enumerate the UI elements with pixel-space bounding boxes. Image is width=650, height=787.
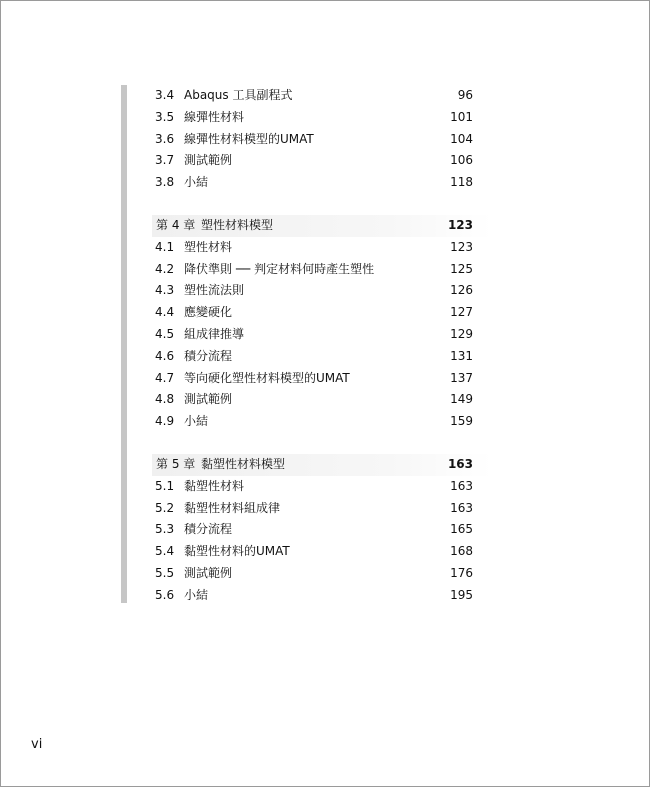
section-number: 5.5 (155, 565, 175, 580)
section-number: 3.4 (155, 88, 175, 102)
section-title: 塑性材料 (184, 239, 233, 254)
section-number: 4.2 (155, 261, 175, 276)
section-number: 3.6 (155, 131, 175, 146)
section-title: 測試範例 (184, 153, 233, 168)
toc-entry-3-7 (152, 150, 492, 172)
section-number: 4.3 (155, 283, 175, 298)
page-number: 163 (450, 478, 473, 493)
section-title: 塑性流法則 (184, 283, 245, 298)
chapter-title: 塑性材料模型 (201, 217, 274, 232)
toc-entry-4-5 (152, 324, 492, 346)
section-title: 小結 (184, 175, 209, 190)
section-title: 降伏準則 ── 判定材料何時產生塑性 (184, 261, 375, 276)
toc-entry-4-9 (152, 411, 492, 433)
section-title: 測試範例 (184, 392, 233, 407)
toc-entry-5-1 (152, 476, 492, 498)
toc-entry-4-2 (152, 259, 492, 281)
section-number: 5.6 (155, 587, 175, 602)
section-title: 應變硬化 (184, 305, 233, 320)
toc-entry-4-3 (152, 280, 492, 302)
side-bar-decoration (121, 85, 127, 603)
toc-entry-5-6 (152, 585, 492, 607)
page-folio: vi (31, 737, 43, 752)
section-number: 4.9 (155, 414, 175, 429)
page-number: 195 (450, 587, 473, 602)
page-number: 127 (450, 305, 473, 320)
section-number: 3.5 (155, 109, 175, 124)
section-number: 5.4 (155, 544, 175, 559)
section-number: 5.3 (155, 522, 175, 537)
section-number: 4.7 (155, 370, 175, 385)
page-number: 137 (450, 370, 473, 385)
toc-entry-4-6 (152, 346, 492, 368)
section-title: Abaqus 工具副程式 (184, 88, 293, 102)
section-number: 3.7 (155, 153, 175, 168)
section-title: 積分流程 (184, 522, 233, 537)
chapter-page-number: 123 (447, 217, 473, 232)
toc-entry-4-4 (152, 302, 492, 324)
section-title: 線彈性材料 (184, 109, 245, 124)
chapter-gap (152, 194, 492, 215)
section-title: 線彈性材料模型的UMAT (184, 131, 314, 146)
section-title: 黏塑性材料 (184, 478, 245, 493)
page-number: 106 (450, 153, 473, 168)
chapter-label: 第 5 章 (156, 456, 196, 471)
page-number: 129 (450, 326, 473, 341)
page-number: 168 (450, 544, 473, 559)
section-title: 小結 (184, 587, 209, 602)
section-number: 4.1 (155, 239, 175, 254)
toc-entry-5-4 (152, 541, 492, 563)
page-number: 149 (450, 392, 473, 407)
toc-entry-4-8 (152, 389, 492, 411)
page-number: 101 (450, 109, 473, 124)
table-of-contents (152, 85, 492, 607)
page-number: 96 (457, 88, 473, 102)
toc-entry-5-2 (152, 498, 492, 520)
chapter-title: 黏塑性材料模型 (201, 456, 286, 471)
section-title: 黏塑性材料組成律 (184, 500, 281, 515)
section-title: 黏塑性材料的UMAT (184, 544, 290, 559)
section-number: 3.8 (155, 175, 175, 190)
section-number: 5.2 (155, 500, 175, 515)
page-number: 165 (450, 522, 473, 537)
toc-entry-3-6 (152, 129, 492, 151)
page-number: 104 (450, 131, 473, 146)
page-number: 126 (450, 283, 473, 298)
page-number: 125 (450, 261, 473, 276)
chapter-heading-4 (152, 215, 492, 237)
page-number: 176 (450, 565, 473, 580)
section-number: 4.5 (155, 326, 175, 341)
chapter-gap (152, 433, 492, 454)
page-number: 123 (450, 239, 473, 254)
section-title: 組成律推導 (184, 326, 245, 341)
section-title: 小結 (184, 414, 209, 429)
toc-entry-4-7 (152, 368, 492, 390)
page-number: 131 (450, 348, 473, 363)
section-title: 測試範例 (184, 565, 233, 580)
toc-entry-5-5 (152, 563, 492, 585)
toc-entry-3-4 (152, 85, 492, 107)
section-title: 等向硬化塑性材料模型的UMAT (184, 370, 350, 385)
section-title: 積分流程 (184, 348, 233, 363)
section-number: 4.6 (155, 348, 175, 363)
toc-entry-3-5 (152, 107, 492, 129)
chapter-label: 第 4 章 (156, 217, 196, 232)
chapter-page-number: 163 (447, 456, 473, 471)
page-number: 118 (450, 175, 473, 190)
chapter-heading-5 (152, 454, 492, 476)
page-number: 159 (450, 414, 473, 429)
toc-entry-5-3 (152, 519, 492, 541)
page-number: 163 (450, 500, 473, 515)
section-number: 4.8 (155, 392, 175, 407)
toc-entry-3-8 (152, 172, 492, 194)
section-number: 4.4 (155, 305, 175, 320)
section-number: 5.1 (155, 478, 175, 493)
toc-entry-4-1 (152, 237, 492, 259)
